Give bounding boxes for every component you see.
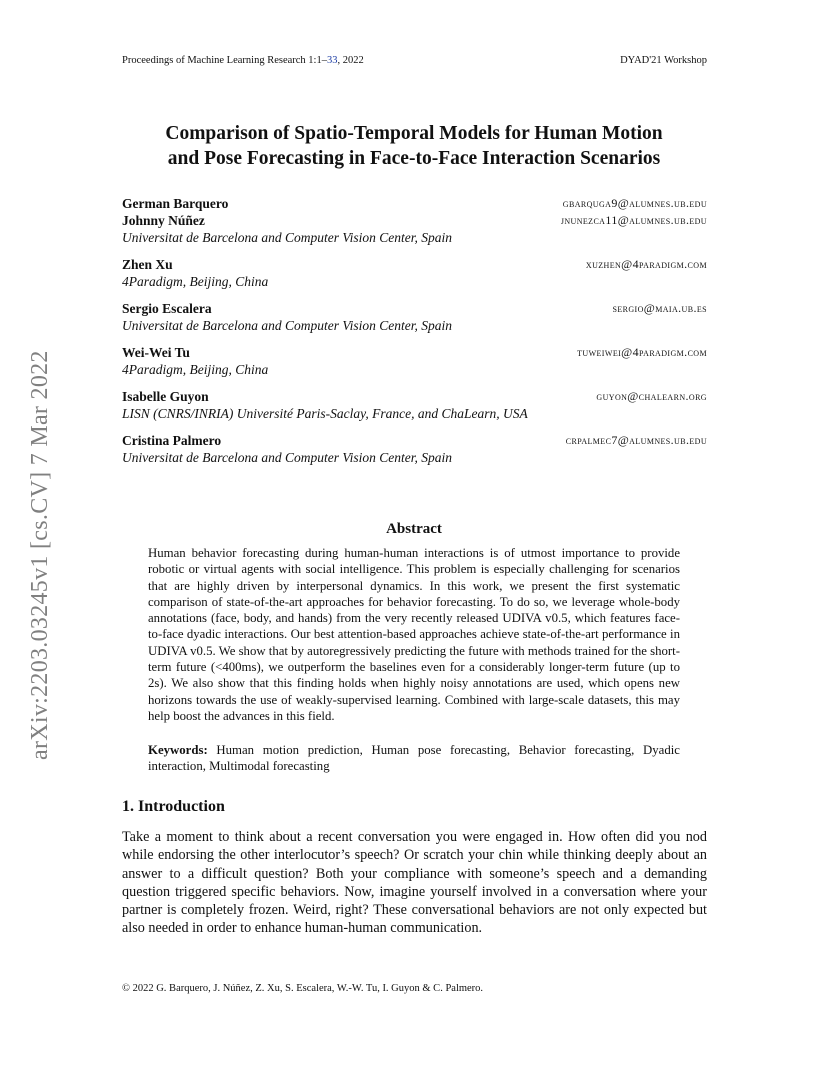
abstract-text: Human behavior forecasting during human-human interactions is of utmost importance to provide robotic or virtual agents with social intelligence. This problem is especially challenging for scenarios that are highly driven by interpersonal dynamics. In this work, we present the first systematic comparison of state-of-the-art approaches for behavior forecasting. To do so, we leverage whole-body annotations (face, body, and hands) from the very recently released UDIVA v0.5, which features face-to-face dyadic interactions. Our best attention-based approaches achieve state-of-the-art performance in UDIVA v0.5. We show that by autoregressively predicting the future with methods trained for the short-term future (<400ms), we outperform the baselines even for a considerably longer-term future (up to 2s). We also show that this finding holds when highly noisy annotations are used, which opens new horizons towards the use of weakly-supervised learning. Combined with large-scale datasets, this may help boost the advances in this field. — [148, 546, 680, 723]
intro-paragraph: Take a moment to think about a recent conversation you were engaged in. How often did you nod while endorsing the other interlocutor’s speech? Or scratch your chin while thinking deeply about an answer to a difficult question? Both your compliance with someone’s speech and a demanding question triggered specific behaviors. Now, imagine yourself involved in a conversation where your partner is completely frozen. Weird, right? These conversational behaviors are not only expected but also needed in order to enhance human-human communication. — [122, 829, 707, 937]
author-list — [122, 195, 707, 476]
author-affiliation: Universitat de Barcelona and Computer Vision Center, Spain — [122, 318, 452, 333]
author-row — [122, 256, 707, 273]
paper-title — [60, 121, 768, 171]
author-name: Sergio Escalera — [122, 301, 212, 316]
keywords-label: Keywords: — [148, 743, 208, 757]
keywords-list: Human motion prediction, Human pose forecasting, Behavior forecasting, Dyadic interaction, Multimodal forecasting — [148, 743, 680, 774]
author-email[interactable]: guyon@chalearn.org — [596, 389, 707, 403]
author-affiliation: LISN (CNRS/INRIA) Université Paris-Saclay, France, and ChaLearn, USA — [122, 406, 528, 421]
author-row — [122, 212, 707, 229]
author-name: Wei-Wei Tu — [122, 345, 190, 360]
author-block — [122, 344, 707, 378]
page-range-link[interactable]: 33 — [326, 55, 338, 66]
author-affiliation: Universitat de Barcelona and Computer Vision Center, Spain — [122, 450, 452, 465]
running-header — [122, 55, 707, 66]
author-affiliation: 4Paradigm, Beijing, China — [122, 362, 269, 377]
proceedings-year: , 2022 — [337, 55, 364, 66]
author-row — [122, 432, 707, 449]
author-block — [122, 300, 707, 334]
author-email[interactable]: jnunezca11@alumnes.ub.edu — [560, 213, 707, 227]
author-email[interactable]: tuweiwei@4paradigm.com — [577, 345, 707, 359]
author-email[interactable]: gbarquga9@alumnes.ub.edu — [562, 196, 707, 210]
workshop-name: DYAD'21 Workshop — [620, 55, 707, 66]
author-name: Zhen Xu — [122, 257, 173, 272]
proceedings-prefix: Proceedings of Machine Learning Research 1:1– — [122, 55, 327, 66]
copyright-footer: © 2022 G. Barquero, J. Núñez, Z. Xu, S. Escalera, W.-W. Tu, I. Guyon & C. Palmero. — [122, 983, 484, 994]
author-block — [122, 195, 707, 246]
arxiv-stamp: arXiv:2203.03245v1 [cs.CV] 7 Mar 2022 — [27, 350, 53, 760]
author-email[interactable]: sergio@maia.ub.es — [612, 301, 707, 315]
author-block — [122, 388, 707, 422]
keywords — [148, 742, 680, 775]
section-heading: 1. Introduction — [122, 798, 225, 815]
author-name: Johnny Núñez — [122, 213, 205, 228]
author-name: Cristina Palmero — [122, 433, 222, 448]
proceedings-citation — [122, 55, 364, 66]
author-affiliation: Universitat de Barcelona and Computer Vision Center, Spain — [122, 230, 452, 245]
author-row — [122, 344, 707, 361]
author-name: German Barquero — [122, 196, 229, 211]
author-email[interactable]: crpalmec7@alumnes.ub.edu — [565, 433, 707, 447]
title-line-1: Comparison of Spatio-Temporal Models for Human Motion — [165, 123, 663, 144]
author-row — [122, 195, 707, 212]
author-row — [122, 300, 707, 317]
author-row — [122, 388, 707, 405]
author-affiliation: 4Paradigm, Beijing, China — [122, 274, 269, 289]
abstract-heading: Abstract — [386, 521, 442, 537]
author-block — [122, 432, 707, 466]
author-email[interactable]: xuzhen@4paradigm.com — [585, 257, 707, 271]
author-block — [122, 256, 707, 290]
title-line-2: and Pose Forecasting in Face-to-Face Interaction Scenarios — [167, 148, 661, 169]
author-name: Isabelle Guyon — [122, 389, 209, 404]
